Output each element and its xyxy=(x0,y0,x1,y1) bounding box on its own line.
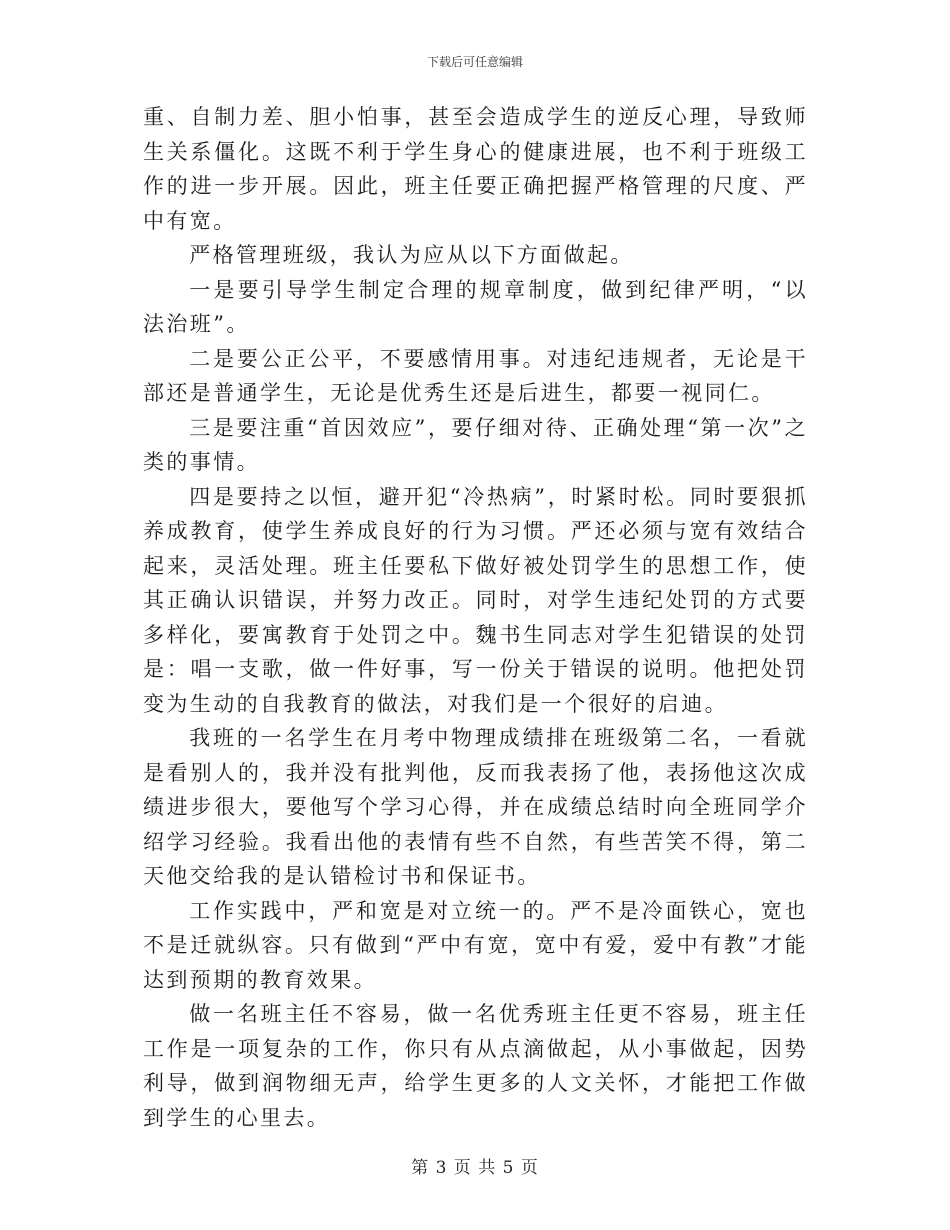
page-header: 下载后可任意编辑 xyxy=(426,55,523,69)
paragraph: 工作实践中，严和宽是对立统一的。严不是冷面铁心，宽也不是迁就纵容。只有做到“严中有宽，宽中有爱，爱中有教”才能达到预期的教育效果。 xyxy=(143,898,808,992)
paragraph: 一是要引导学生制定合理的规章制度，做到纪律严明，“以法治班”。 xyxy=(143,277,808,336)
paragraph: 严格管理班级，我认为应从以下方面做起。 xyxy=(189,243,634,267)
paragraph: 四是要持之以恒，避开犯“冷热病”，时紧时松。同时要狠抓养成教育，使学生养成良好的行为习惯。严还必须与宽有效结合起来，灵活处理。班主任要私下做好被处罚学生的思想工作，使其正确认识错误，并努力改正。同时，对学生违纪处罚的方式要多样化，要寓教育于处罚之中。魏书生同志对学生犯错误的处罚是：唱一支歌，做一件好事，写一份关于错误的说明。他把处罚变为生动的自我教育的做法，对我们是一个很好的启迪。 xyxy=(143,484,808,716)
paragraph: 我班的一名学生在月考中物理成绩排在班级第二名，一看就是看别人的，我并没有批判他，反而我表扬了他，表扬他这次成绩进步很大，要他写个学习心得，并在成绩总结时向全班同学介绍学习经验。我看出他的表情有些不自然，有些苦笑不得，第二天他交给我的是认错检讨书和保证书。 xyxy=(143,726,808,888)
paragraph: 做一名班主任不容易，做一名优秀班主任更不容易，班主任工作是一项复杂的工作，你只有从点滴做起，从小事做起，因势利导，做到润物细无声，给学生更多的人文关怀，才能把工作做到学生的心里去。 xyxy=(143,1002,808,1130)
paragraph-continued: 重、自制力差、胆小怕事，甚至会造成学生的逆反心理，导致师生关系僵化。这既不利于学生身心的健康进展，也不利于班级工作的进一步开展。因此，班主任要正确把握严格管理的尺度、严中有宽。 xyxy=(143,105,808,233)
page-footer: 第 3 页 共 5 页 xyxy=(411,1158,539,1178)
document-body xyxy=(143,100,808,1135)
paragraph: 三是要注重“首因效应”，要仔细对待、正确处理“第一次”之类的事情。 xyxy=(143,415,808,474)
paragraph: 二是要公正公平，不要感情用事。对违纪违规者，无论是干部还是普通学生，无论是优秀生还是后进生，都要一视同仁。 xyxy=(143,346,808,405)
